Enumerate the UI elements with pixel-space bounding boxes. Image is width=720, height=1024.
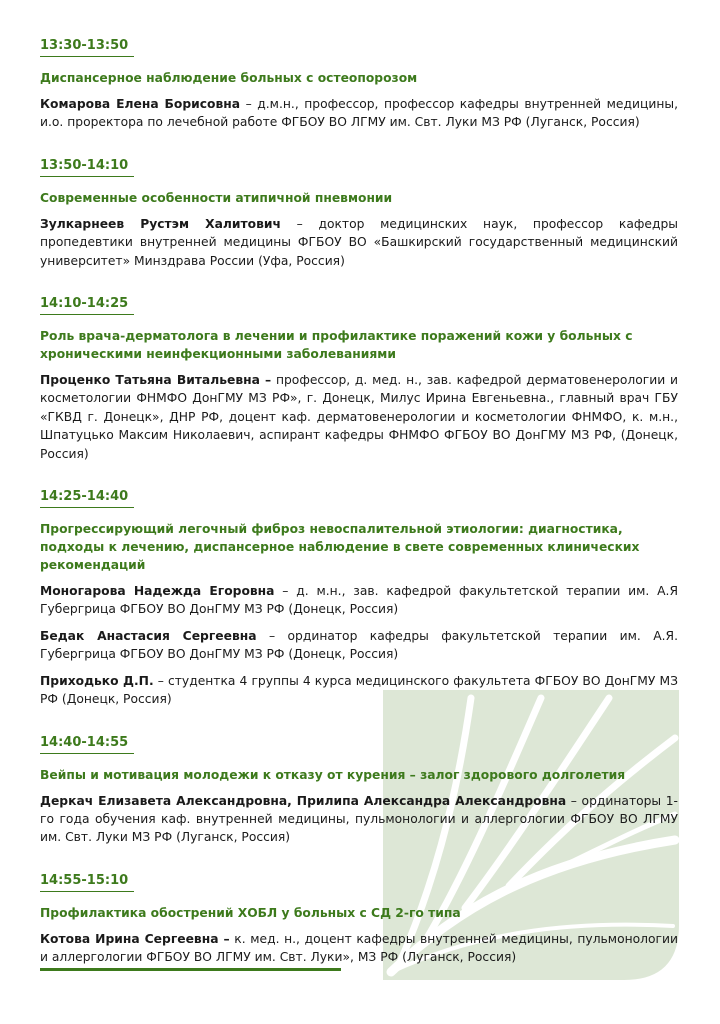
speaker-details: профессор, д. мед. н., зав. кафедрой дерматовенерологии и косметологии ФНМФО ДонГМУ МЗ РФ», г. Донецк, Милус Ирина Евгеньевна., главный врач ГБУ «ГКВД г. Донецк», ДНР РФ, доцент каф. дерматовенерологии и косметологии ФНМФО, к. м.н., Шпатуцько Максим Николаевич, аспирант кафедры ФНМФО ФГБОУ ВО ДонГМУ МЗ РФ, (Донецк, Россия) xyxy=(40,373,678,461)
speaker-entry xyxy=(40,627,678,664)
speaker-entry xyxy=(40,672,678,709)
speaker-details: – ординатор кафедры факультетской терапии им. А.Я. Губергрица ФГБОУ ВО ДонГМУ МЗ РФ (Донецк, Россия) xyxy=(40,628,678,662)
speaker-details: – ординаторы 1-го года обучения каф. внутренней медицины, пульмонологии и аллергологии ФГБОУ ВО ЛГМУ им. Свт. Луки МЗ РФ (Луганск, Россия) xyxy=(40,793,678,845)
session-block xyxy=(40,869,678,967)
session-title: Профилактика обострений ХОБЛ у больных с СД 2-го типа xyxy=(40,905,461,920)
speaker-entry xyxy=(40,95,678,132)
program-schedule xyxy=(40,34,678,989)
speaker-name: Зулкарнеев Рустэм Халитович xyxy=(40,216,281,231)
session-time: 14:40-14:55 xyxy=(40,734,134,754)
speaker-entry xyxy=(40,215,678,270)
session-time: 13:30-13:50 xyxy=(40,37,134,57)
speaker-details: – студентка 4 группы 4 курса медицинского факультета ФГБОУ ВО ДонГМУ МЗ РФ (Донецк, Россия) xyxy=(40,673,678,707)
session-title: Диспансерное наблюдение больных с остеопорозом xyxy=(40,71,418,85)
session-time: 14:10-14:25 xyxy=(40,295,134,315)
session-block xyxy=(40,731,678,847)
session-title: Современные особенности атипичной пневмонии xyxy=(40,190,393,205)
speaker-entry xyxy=(40,792,678,847)
footer-divider xyxy=(40,968,341,971)
speaker-name: Моногарова Надежда Егоровна xyxy=(40,584,275,599)
session-block xyxy=(40,292,678,463)
speaker-entry xyxy=(40,582,678,619)
speaker-name: Комарова Елена Борисовна xyxy=(40,97,241,111)
session-title: Прогрессирующий легочный фиброз невоспалительной этиологии: диагностика, подходы к лечению, диспансерное наблюдение в свете современных клинических рекомендаций xyxy=(40,522,640,573)
speaker-details: – д.м.н., профессор, профессор кафедры внутренней медицины, и.о. проректора по лечебной работе ФГБОУ ВО ЛГМУ им. Свт. Луки МЗ РФ (Луганск, Россия) xyxy=(40,97,679,130)
speaker-details: – д. м.н., зав. кафедрой факультетской терапии им. А.Я Губергрица ФГБОУ ВО ДонГМУ МЗ РФ (Донецк, Россия) xyxy=(40,584,679,617)
speaker-details: к. мед. н., доцент кафедры внутренней медицины, пульмонологии и аллергологии ФГБОУ ВО ЛГМУ им. Свт. Луки», МЗ РФ (Луганск, Россия) xyxy=(40,931,678,965)
speaker-name: Приходько Д.П. xyxy=(40,673,154,688)
session-block xyxy=(40,34,678,132)
speaker-entry xyxy=(40,371,678,463)
speaker-name: Деркач Елизавета Александровна, Прилипа Александра Александровна xyxy=(40,793,567,808)
session-block xyxy=(40,485,678,708)
session-time: 14:55-15:10 xyxy=(40,872,134,892)
speaker-name: Котова Ирина Сергеевна – xyxy=(40,931,230,946)
session-title: Вейпы и мотивация молодежи к отказу от курения – залог здорового долголетия xyxy=(40,767,626,782)
speaker-name: Бедак Анастасия Сергеевна xyxy=(40,628,257,643)
session-block xyxy=(40,154,678,270)
session-time: 13:50-14:10 xyxy=(40,157,134,177)
speaker-name: Проценко Татьяна Витальевна – xyxy=(40,373,272,388)
session-title: Роль врача-дерматолога в лечении и профилактике поражений кожи у больных с хроническими неинфекционными заболеваниями xyxy=(40,329,633,362)
speaker-entry xyxy=(40,930,678,967)
session-time: 14:25-14:40 xyxy=(40,488,134,508)
speaker-details: – доктор медицинских наук, профессор кафедры пропедевтики внутренней медицины ФГБОУ ВО «Башкирский государственный медицинский университет» Минздрава России (Уфа, Россия) xyxy=(40,216,678,268)
